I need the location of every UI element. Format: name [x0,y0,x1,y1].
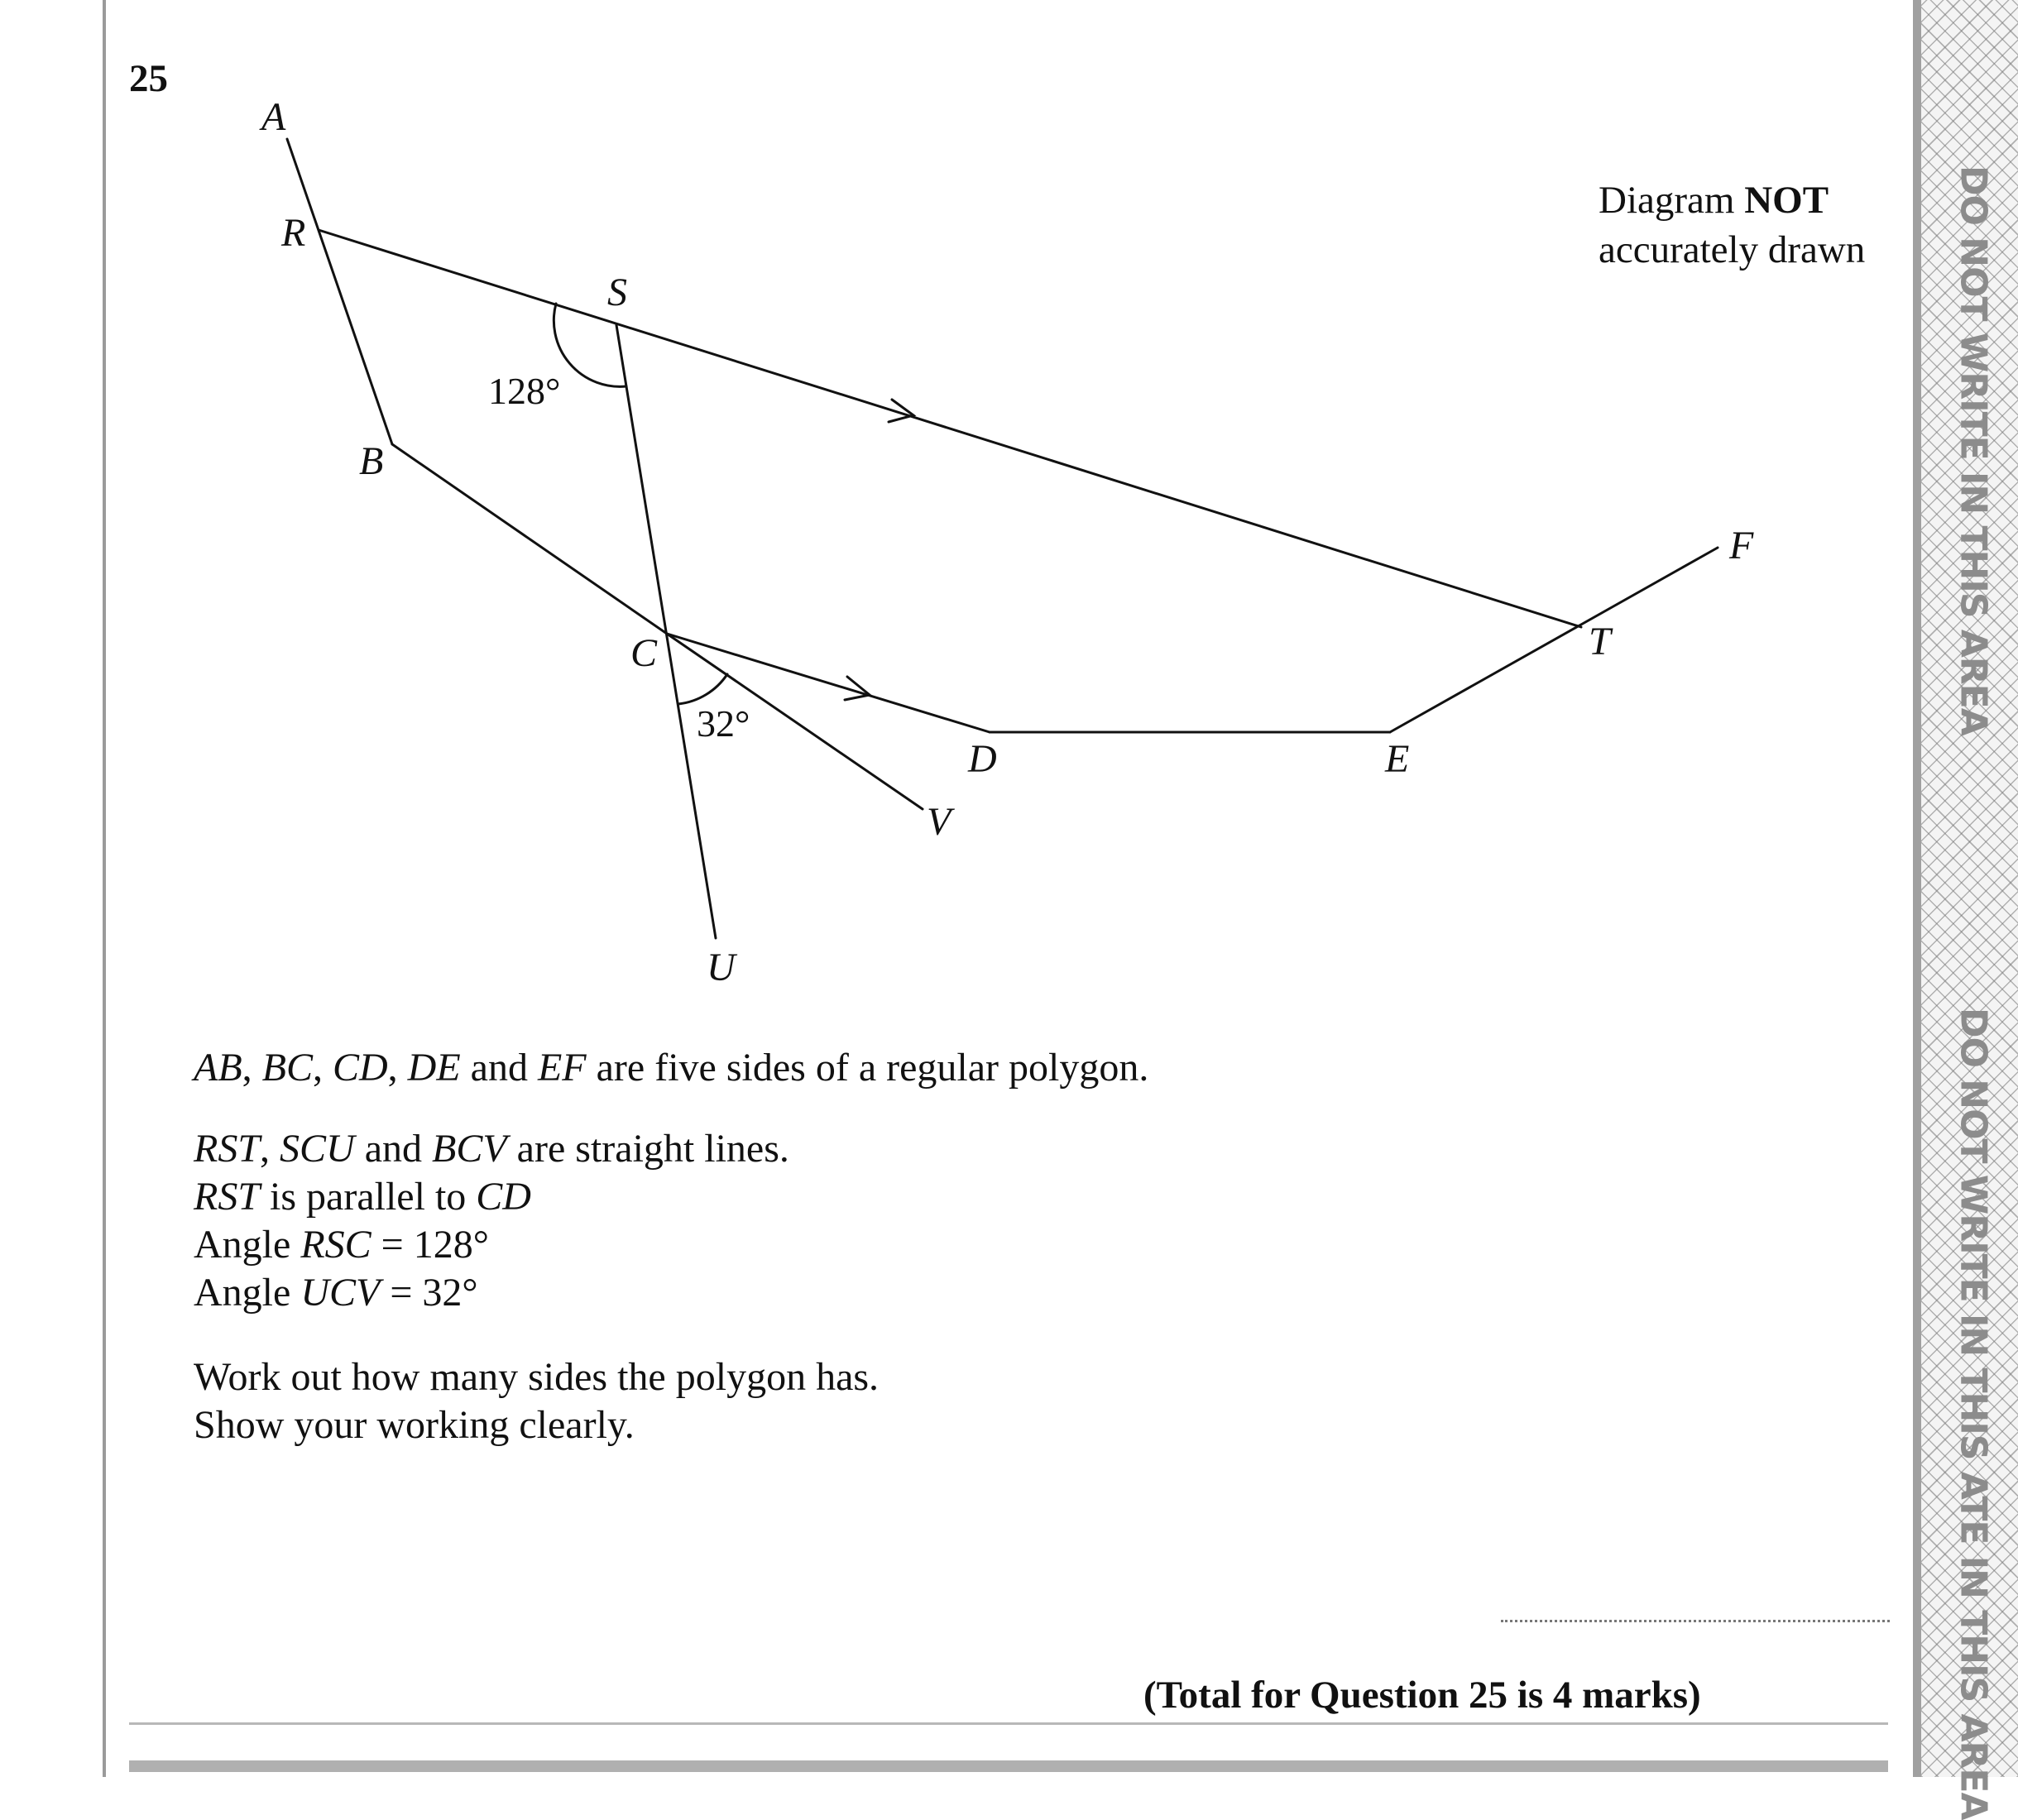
line-name-scu: SCU [280,1127,355,1171]
line-rst [319,230,1581,627]
segment-ef: EF [537,1046,587,1090]
angle-name-rsc: RSC [300,1223,371,1267]
label-point-c: C [630,631,658,675]
text-fragment: = 32° [380,1271,478,1315]
segment-cd: CD [332,1046,388,1090]
diagram-note-bold: NOT [1744,179,1829,222]
label-point-d: D [968,737,997,781]
angle-label-rsc: 128° [488,370,561,412]
label-point-e: E [1385,737,1410,781]
text-line-straight-lines [194,1125,789,1173]
label-point-a: A [261,95,286,139]
text-fragment: , [260,1127,280,1171]
segment-bc: BC [261,1046,313,1090]
diagram-note-suffix: accurately drawn [1599,228,1866,271]
diagram-note-prefix: Diagram [1599,179,1735,222]
text-fragment: = 128° [371,1223,489,1267]
label-point-r: R [281,211,306,255]
segment-cd: CD [476,1175,531,1219]
text-fragment: Angle [194,1223,301,1267]
line-bc [392,444,667,634]
angle-name-ucv: UCV [300,1271,381,1315]
label-point-f: F [1729,524,1754,568]
margin-warning-bottom: DO NOT WRITE IN THIS ATE IN THIS AREA [1952,1008,1995,1820]
text-fragment: , [312,1046,333,1090]
arc-angle-ucv [678,674,727,704]
label-point-u: U [707,946,736,989]
text-line-angle-rsc [194,1221,489,1269]
text-fragment: and [460,1046,538,1090]
line-name-rst: RST [194,1175,261,1219]
total-marks: (Total for Question 25 is 4 marks) [1143,1674,1701,1717]
line-name-bcv: BCV [432,1127,507,1171]
label-point-v: V [927,800,951,844]
line-ef [1390,548,1718,732]
text-fragment: are straight lines. [506,1127,789,1171]
divider-thick [129,1760,1888,1772]
question-number: 25 [129,57,168,100]
segment-de: DE [407,1046,461,1090]
answer-line[interactable] [1501,1620,1890,1622]
text-line-polygon-sides [194,1044,1148,1092]
text-fragment: , [242,1046,262,1090]
label-point-b: B [359,439,384,483]
text-fragment: are five sides of a regular polygon. [586,1046,1149,1090]
text-line-show-working: Show your working clearly. [194,1403,635,1447]
line-name-rst: RST [194,1127,261,1171]
text-line-angle-ucv [194,1269,478,1317]
margin-warning-top: DO NOT WRITE IN THIS AREA [1952,165,1995,735]
text-fragment: is parallel to [260,1175,477,1219]
text-line-parallel [194,1173,531,1221]
label-point-s: S [607,271,627,314]
text-fragment: and [354,1127,433,1171]
segment-ab: AB [194,1046,242,1090]
text-fragment: , [387,1046,408,1090]
text-fragment: Angle [194,1271,301,1315]
line-arb [287,139,392,444]
divider-thin [129,1722,1888,1725]
label-point-t: T [1589,620,1611,663]
text-line-work-out: Work out how many sides the polygon has. [194,1355,880,1399]
angle-label-ucv: 32° [697,702,750,745]
